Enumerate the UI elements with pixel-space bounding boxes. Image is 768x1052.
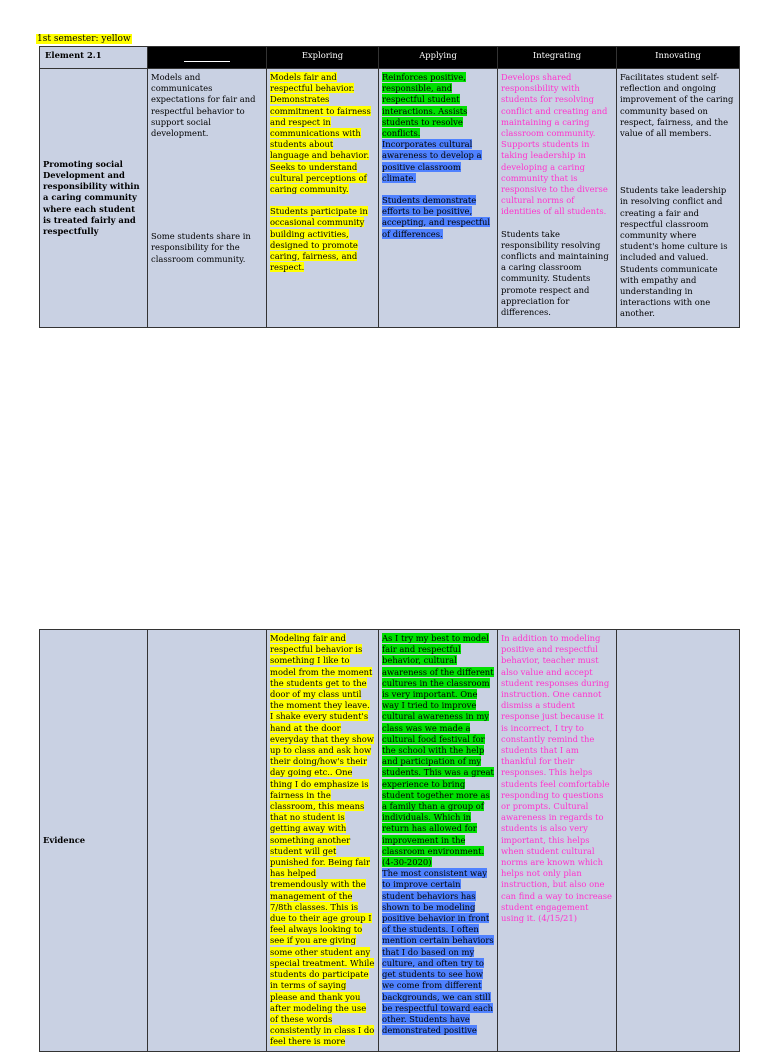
evidence-cell-applying — [379, 630, 498, 1052]
column-header-exploring: Exploring — [267, 47, 379, 69]
innovating-text-1: Facilitates student self-reflection and ongoing improvement of the caring community based on respect, fairness, and the value of all members. — [620, 72, 734, 139]
rubric-header-row — [40, 47, 740, 69]
exploring-text-2: Seeks to understand cultural perceptions of caring community. — [270, 161, 367, 195]
exploring-text-3: Students participate in occasional community building activities, designed to promote caring, fairness, and respect. — [270, 206, 368, 273]
redaction-bar — [184, 50, 230, 62]
evidence-table — [39, 629, 740, 1052]
rubric-body-row — [40, 69, 740, 328]
evidence-cell-exploring — [267, 630, 379, 1052]
evidence-integrating-text: In addition to modeling positive and respectful behavior, teacher must also value and accept student responses during instruction. One cannot dismiss a student response just because it is incorrect, I try to constantly remind the students that I am thankful for their responses. This helps students feel comfortable responding to questions or prompts. Cultural awareness in regards to students is also very important, this helps when student cultural norms are known which helps not only plan instruction, but also one can find a way to increase student engagement using it. (4/15/21) — [501, 633, 612, 924]
evidence-applying-text-1: As I try my best to model fair and respectful behavior, cultural awareness of the different cultures in the classroom is very important. One way I tried to improve cultural awareness in my class was we made a cultural food festival for the school with the help and participation of my students. This was a great experience to bring student together more as a family than a group of individuals. Which in return has allowed for improvement in the classroom environment. (4-30-2020) — [382, 633, 494, 868]
integrating-text-2: Students take responsibility resolving conflicts and maintaining a caring classroom community. Students promote respect and appreciation for differences. — [501, 228, 609, 318]
element-label: Element 2.1 — [40, 47, 148, 69]
cell-exploring — [267, 69, 379, 328]
cell-applying — [379, 69, 498, 328]
column-header-applying: Applying — [379, 47, 498, 69]
cell-innovating — [617, 69, 740, 328]
rubric-table-element-2-1 — [39, 46, 740, 328]
row-label-evidence: Evidence — [40, 630, 148, 1052]
evidence-cell-emerging — [148, 630, 267, 1052]
cell-emerging — [148, 69, 267, 328]
legend-note: 1st semester: yellow — [37, 34, 131, 44]
cell-integrating — [498, 69, 617, 328]
evidence-cell-innovating — [617, 630, 740, 1052]
row-label-promoting-social-development: Promoting social Development and responsibility within a caring community where each student is treated fairly and respectfully — [40, 69, 148, 328]
exploring-text-1: Models fair and respectful behavior. Demonstrates commitment to fairness and respect in communications with students about language and behavior. — [270, 72, 371, 161]
evidence-exploring-text: Modeling fair and respectful behavior is something I like to model from the moment the students get to the door of my class until the moment they leave. I shake every student's hand at the door everyday that they show up to class and ask how their doing/how's their day going etc.. One thing I do emphasize is fairness in the classroom, this means that no student is getting away with something another student will get punished for. Being fair has helped tremendously with the management of the 7/8th classes. This is due to their age group I feel always looking to see if you are giving some other student any special treatment. While students do participate in terms of saying please and thank you after modeling the use of these words consistently in class I do feel there is more — [270, 633, 375, 1047]
applying-text-3: Students demonstrate efforts to be positive, accepting, and respectful of differences. — [382, 195, 491, 239]
emerging-text-2: Some students share in responsibility for the classroom community. — [151, 231, 251, 264]
innovating-text-2: Students take leadership in resolving conflict and creating a fair and respectful classroom community where student's home culture is included and valued. Students communicate with empathy and understanding in interactions with one another. — [620, 185, 728, 319]
emerging-text-1: Models and communicates expectations for fair and respectful behavior to support social development. — [151, 72, 256, 139]
column-header-integrating: Integrating — [498, 47, 617, 69]
applying-text-2: Incorporates cultural awareness to develop a positive classroom climate. — [382, 139, 482, 183]
column-header-innovating: Innovating — [617, 47, 740, 69]
applying-text-1: Reinforces positive, responsible, and respectful student interactions. Assists students to resolve conflicts. — [382, 72, 468, 139]
evidence-row — [40, 630, 740, 1052]
integrating-text-1: Develops shared responsibility with students for resolving conflict and creating and maintaining a caring classroom community. Supports students in taking leadership in developing a caring community that is responsive to the diverse cultural norms of identities of all students. — [501, 72, 608, 217]
column-header-redacted — [148, 47, 267, 69]
evidence-applying-text-2: The most consistent way to improve certain student behaviors has shown to be modeling positive behavior in front of the students. I often mention certain behaviors that I do based on my culture, and often try to get students to see how we come from different backgrounds, we can still be respectful toward each other. Students have demonstrated positive — [382, 868, 494, 1036]
evidence-cell-integrating — [498, 630, 617, 1052]
